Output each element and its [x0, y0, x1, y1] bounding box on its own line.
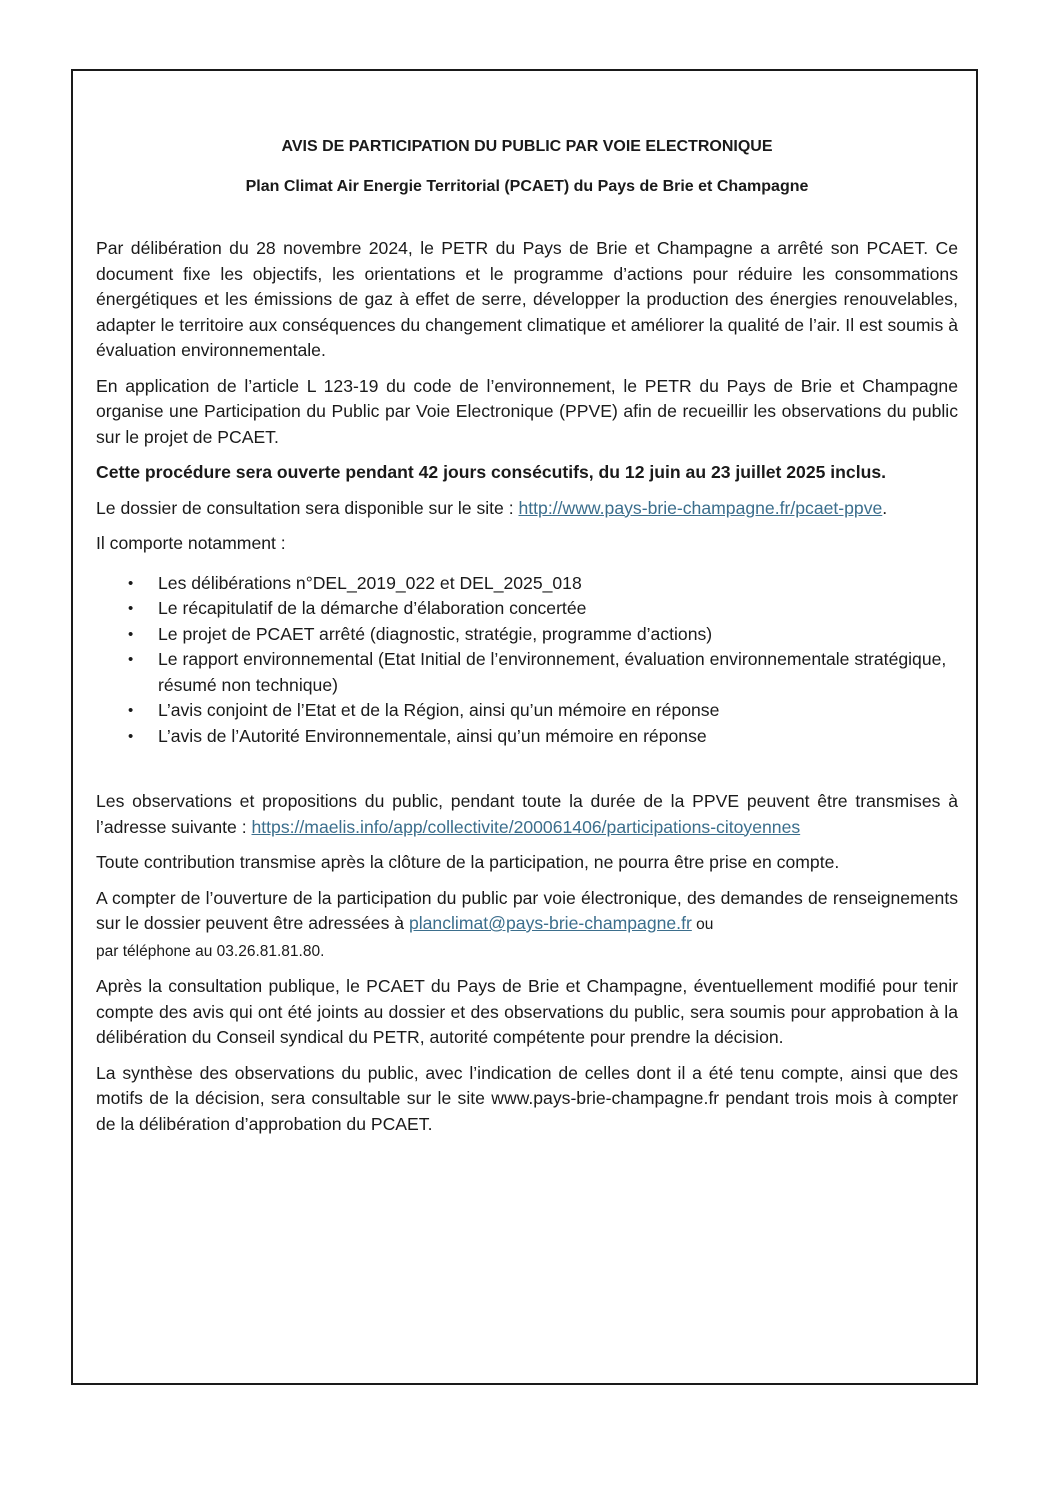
paragraph-observations — [96, 789, 958, 840]
documents-list — [96, 571, 958, 750]
document-title: AVIS DE PARTICIPATION DU PUBLIC PAR VOIE ELECTRONIQUE — [281, 138, 773, 155]
document-body — [96, 134, 958, 1147]
list-item-text: Le projet de PCAET arrêté (diagnostic, stratégie, programme d’actions) — [158, 623, 713, 644]
contact-or: ou — [691, 916, 714, 933]
paragraph-contact — [96, 886, 958, 965]
list-intro: Il comporte notamment : — [96, 533, 286, 553]
contact-text: A compter de l’ouverture de la participation du public par voie électronique, des demandes de renseignements sur le dossier peuvent être adressées à — [96, 887, 958, 933]
list-item — [96, 647, 958, 698]
bullet-icon: • — [128, 727, 134, 745]
list-item-text: L’avis de l’Autorité Environnementale, ainsi qu’un mémoire en réponse — [158, 725, 707, 746]
observations-text: Les observations et propositions du public, pendant toute la durée de la PPVE peuvent être transmises à l’adresse suivante : — [96, 791, 958, 837]
paragraph-deliberation: Par délibération du 28 novembre 2024, le PETR du Pays de Brie et Champagne a arrêté son PCAET. Ce document fixe les objectifs, les orientations et le programme d’actions pour réduire les consommations énergétiques et les émissions de gaz à effet de serre, développer la production des énergies renouvelables, adapter le territoire aux conséquences du changement climatique et améliorer la qualité de l’air. Il est soumis à évaluation environnementale. — [96, 238, 958, 360]
dossier-suffix: . — [882, 497, 888, 518]
paragraph-synthesis: La synthèse des observations du public, avec l’indication de celles dont il a été tenu compte, ainsi que des motifs de la décision, sera consultable sur le site www.pays-brie-champagne.fr pendant trois mois à compter de la délibération d’approbation du PCAET. — [96, 1062, 958, 1134]
contact-phone: par téléphone au 03.26.81.81.80. — [96, 942, 325, 960]
spacer — [96, 749, 958, 789]
list-item-text: Les délibérations n°DEL_2019_022 et DEL_2025_018 — [158, 572, 582, 593]
paragraph-procedure-dates: Cette procédure sera ouverte pendant 42 jours consécutifs, du 12 juin au 23 juillet 2025 inclus. — [96, 462, 887, 482]
list-item — [96, 622, 958, 648]
paragraph-approval: Après la consultation publique, le PCAET du Pays de Brie et Champagne, éventuellement modifié pour tenir compte des avis qui ont été joints au dossier et des observations du public, sera soumis pour approbation à la délibération du Conseil syndical du PETR, autorité compétente pour prendre la décision. — [96, 976, 958, 1047]
paragraph-dossier — [96, 496, 958, 522]
list-item-text: L’avis conjoint de l’Etat et de la Région, ainsi qu’un mémoire en réponse — [158, 700, 720, 720]
bullet-icon: • — [128, 625, 134, 643]
bullet-icon: • — [128, 702, 134, 719]
dossier-link[interactable]: http://www.pays-brie-champagne.fr/pcaet-ppve — [518, 497, 883, 518]
dossier-text: Le dossier de consultation sera disponible sur le site : — [96, 497, 519, 518]
paragraph-closing-notice: Toute contribution transmise après la clôture de la participation, ne pourra être prise en compte. — [96, 852, 840, 872]
document-subtitle: Plan Climat Air Energie Territorial (PCAET) du Pays de Brie et Champagne — [245, 177, 809, 195]
list-item — [96, 698, 958, 724]
bullet-icon: • — [128, 574, 134, 592]
bullet-icon: • — [128, 600, 134, 617]
email-link[interactable]: planclimat@pays-brie-champagne.fr — [408, 913, 692, 933]
observations-link[interactable]: https://maelis.info/app/collectivite/200061406/participations-citoyennes — [251, 816, 801, 837]
list-item-text: Le rapport environnemental (Etat Initial de l’environnement, évaluation environnementale stratégique, résumé non technique) — [158, 649, 947, 695]
list-item — [96, 571, 958, 597]
list-item-text: Le récapitulatif de la démarche d’élaboration concertée — [158, 598, 587, 618]
bullet-icon: • — [128, 651, 134, 668]
list-item — [96, 724, 958, 750]
list-item — [96, 596, 958, 622]
paragraph-legal-basis: En application de l’article L 123-19 du code de l’environnement, le PETR du Pays de Brie et Champagne organise une Participation du Public par Voie Electronique (PPVE) afin de recueillir les observations du public sur le projet de PCAET. — [96, 375, 958, 447]
